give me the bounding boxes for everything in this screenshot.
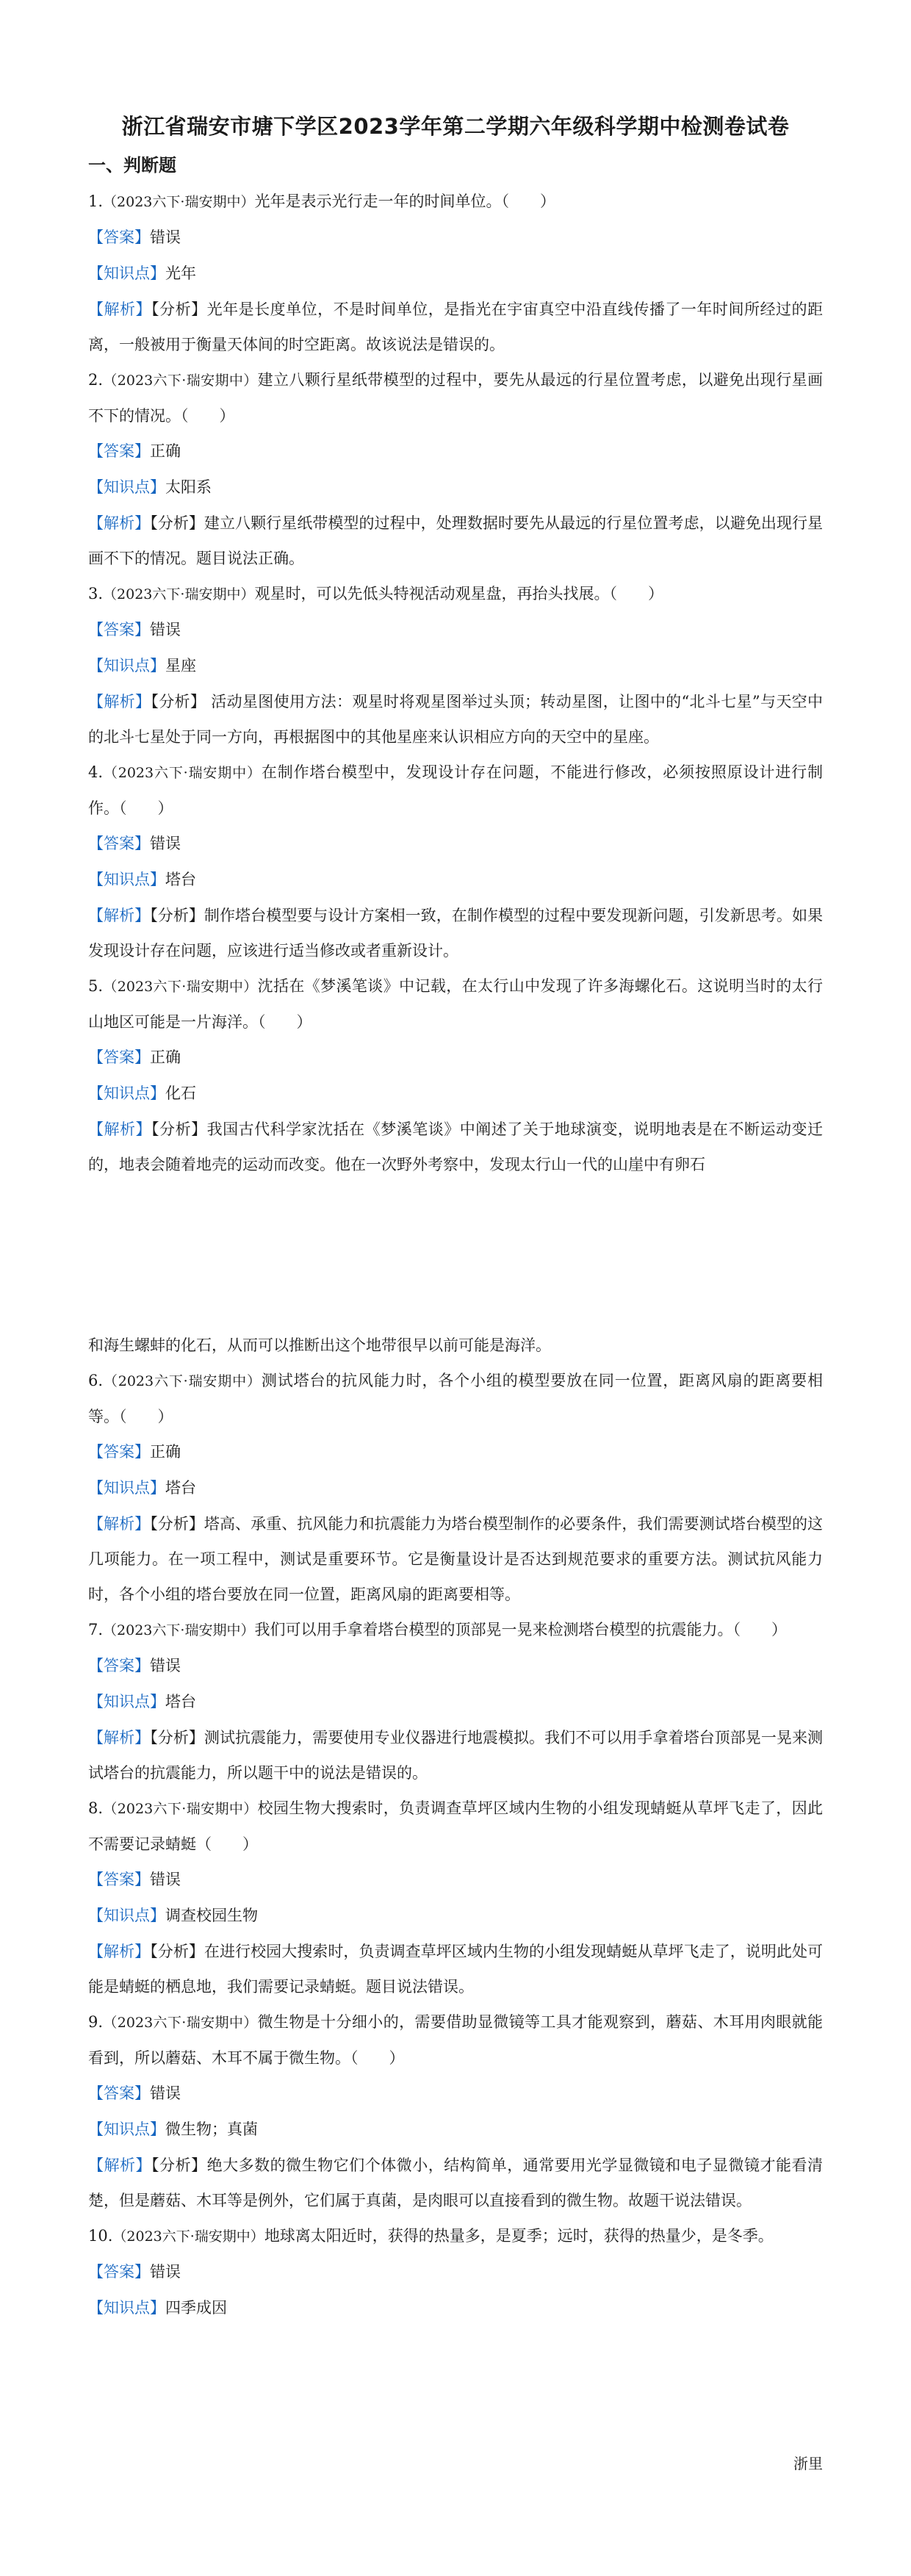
knowledge-row: 【知识点】塔台 [88,1693,196,1710]
analysis-row: 【解析】【分析】在进行校园大搜索时，负责调查草坪区域内生物的小组发现蜻蜓从草坪飞走了，说明此处可能是蜻蜓的栖息地，我们需要记录蜻蜓。题目说法错误。 [88,1943,824,1996]
page-gap [88,1182,823,1328]
question-stem: 3.（2023六下·瑞安期中）观星时，可以先低头特视活动观星盘，再抬头找展。（ ） [88,585,663,602]
question-stem: 10.（2023六下·瑞安期中）地球离太阳近时，获得的热量多，是夏季；远时，获得的热量少，是冬季。 [88,2227,774,2245]
analysis-row: 【解析】【分析】制作塔台模型要与设计方案相一致，在制作模型的过程中要发现新问题，引发新思考。如果发现设计存在问题，应该进行适当修改或者重新设计。 [88,907,824,960]
question-8 [88,1791,823,2004]
question-stem: 8.（2023六下·瑞安期中）校园生物大搜索时，负责调查草坪区域内生物的小组发现蜻蜓从草坪飞走了，因此不需要记录蜻蜓（ ） [88,1799,823,1853]
page-title: 浙江省瑞安市塘下学区2023学年第二学期六年级科学期中检测卷试卷 [121,114,790,139]
analysis-row: 【解析】【分析】测试抗震能力，需要使用专业仪器进行地震模拟。我们不可以用手拿着塔台顶部晃一晃来测试塔台的抗震能力，所以题干中的说法是错误的。 [88,1729,824,1782]
knowledge-row: 【知识点】微生物；真菌 [88,2120,258,2138]
question-stem: 2.（2023六下·瑞安期中）建立八颗行星纸带模型的过程中，要先从最远的行星位置考虑，以避免出现行星画不下的情况。（ ） [88,371,823,425]
document-page [88,110,823,2326]
answer-row: 【答案】错误 [88,229,181,246]
answer-row: 【答案】正确 [88,442,181,460]
question-10 [88,2218,823,2326]
knowledge-row: 【知识点】塔台 [88,1479,196,1497]
knowledge-row: 【知识点】调查校园生物 [88,1907,258,1924]
knowledge-row: 【知识点】星座 [88,657,196,674]
analysis-row: 【解析】【分析】我国古代科学家沈括在《梦溪笔谈》中阐述了关于地球演变，说明地表是在不断运动变迁的，地表会随着地壳的运动而改变。他在一次野外考察中，发现太行山一代的山崖中有卵石 [88,1120,823,1173]
answer-row: 【答案】正确 [88,1048,181,1066]
question-stem: 5.（2023六下·瑞安期中）沈括在《梦溪笔谈》中记载，在太行山中发现了许多海螺化石。这说明当时的太行山地区可能是一片海洋。（ ） [88,977,823,1031]
question-1 [88,184,823,362]
question-stem: 4.（2023六下·瑞安期中）在制作塔台模型中，发现设计存在问题，不能进行修改，必须按照原设计进行制作。（ ） [88,763,823,817]
knowledge-row: 【知识点】太阳系 [88,478,212,496]
answer-row: 【答案】错误 [88,1871,181,1888]
question-6 [88,1363,823,1612]
page-footer: 浙里 [793,2455,823,2472]
question-7 [88,1612,823,1791]
question-9 [88,2004,823,2218]
analysis-continuation: 和海生螺蚌的化石，从而可以推断出这个地带很早以前可能是海洋。 [88,1336,551,1354]
knowledge-row: 【知识点】光年 [88,265,196,282]
analysis-row: 【解析】【分析】绝大多数的微生物它们个体微小，结构简单，通常要用光学显微镜和电子显微镜才能看清楚，但是蘑菇、木耳等是例外，它们属于真菌，是肉眼可以直接看到的微生物。故题干说法错误。 [88,2156,823,2209]
question-stem: 6.（2023六下·瑞安期中）测试塔台的抗风能力时，各个小组的模型要放在同一位置，距离风扇的距离要相等。（ ） [88,1372,823,1425]
knowledge-row: 【知识点】四季成因 [88,2299,227,2317]
question-stem: 1.（2023六下·瑞安期中）光年是表示光行走一年的时间单位。（ ） [88,193,555,210]
answer-row: 【答案】错误 [88,621,181,638]
question-stem: 7.（2023六下·瑞安期中）我们可以用手拿着塔台模型的顶部晃一晃来检测塔台模型的抗震能力。（ ） [88,1621,787,1638]
answer-row: 【答案】错误 [88,1657,181,1674]
question-3 [88,576,823,755]
answer-row: 【答案】正确 [88,1443,181,1461]
section-heading: 一、判断题 [88,155,176,176]
knowledge-row: 【知识点】塔台 [88,871,196,888]
analysis-row: 【解析】【分析】塔高、承重、抗风能力和抗震能力为塔台模型制作的必要条件，我们需要测试塔台模型的这几项能力。在一项工程中，测试是重要环节。它是衡量设计是否达到规范要求的重要方法。测试抗风能力时，各个小组的塔台要放在同一位置，距离风扇的距离要相等。 [88,1515,824,1603]
answer-row: 【答案】错误 [88,2263,181,2281]
question-stem: 9.（2023六下·瑞安期中）微生物是十分细小的，需要借助显微镜等工具才能观察到，蘑菇、木耳用肉眼就能看到，所以蘑菇、木耳不属于微生物。（ ） [88,2013,823,2067]
knowledge-row: 【知识点】化石 [88,1084,196,1102]
question-5 [88,968,823,1363]
analysis-row: 【解析】【分析】建立八颗行星纸带模型的过程中，处理数据时要先从最远的行星位置考虑，以避免出现行星画不下的情况。题目说法正确。 [88,514,824,567]
answer-row: 【答案】错误 [88,2084,181,2102]
analysis-row: 【解析】【分析】 活动星图使用方法：观星时将观星图举过头顶；转动星图，让图中的“北斗七星”与天空中的北斗七星处于同一方向，再根据图中的其他星座来认识相应方向的天空中的星座。 [88,693,823,746]
analysis-row: 【解析】【分析】光年是长度单位，不是时间单位，是指光在宇宙真空中沿直线传播了一年时间所经过的距离，一般被用于衡量天体间的时空距离。故该说法是错误的。 [88,301,823,353]
question-2 [88,362,823,576]
answer-row: 【答案】错误 [88,835,181,852]
question-4 [88,755,823,968]
